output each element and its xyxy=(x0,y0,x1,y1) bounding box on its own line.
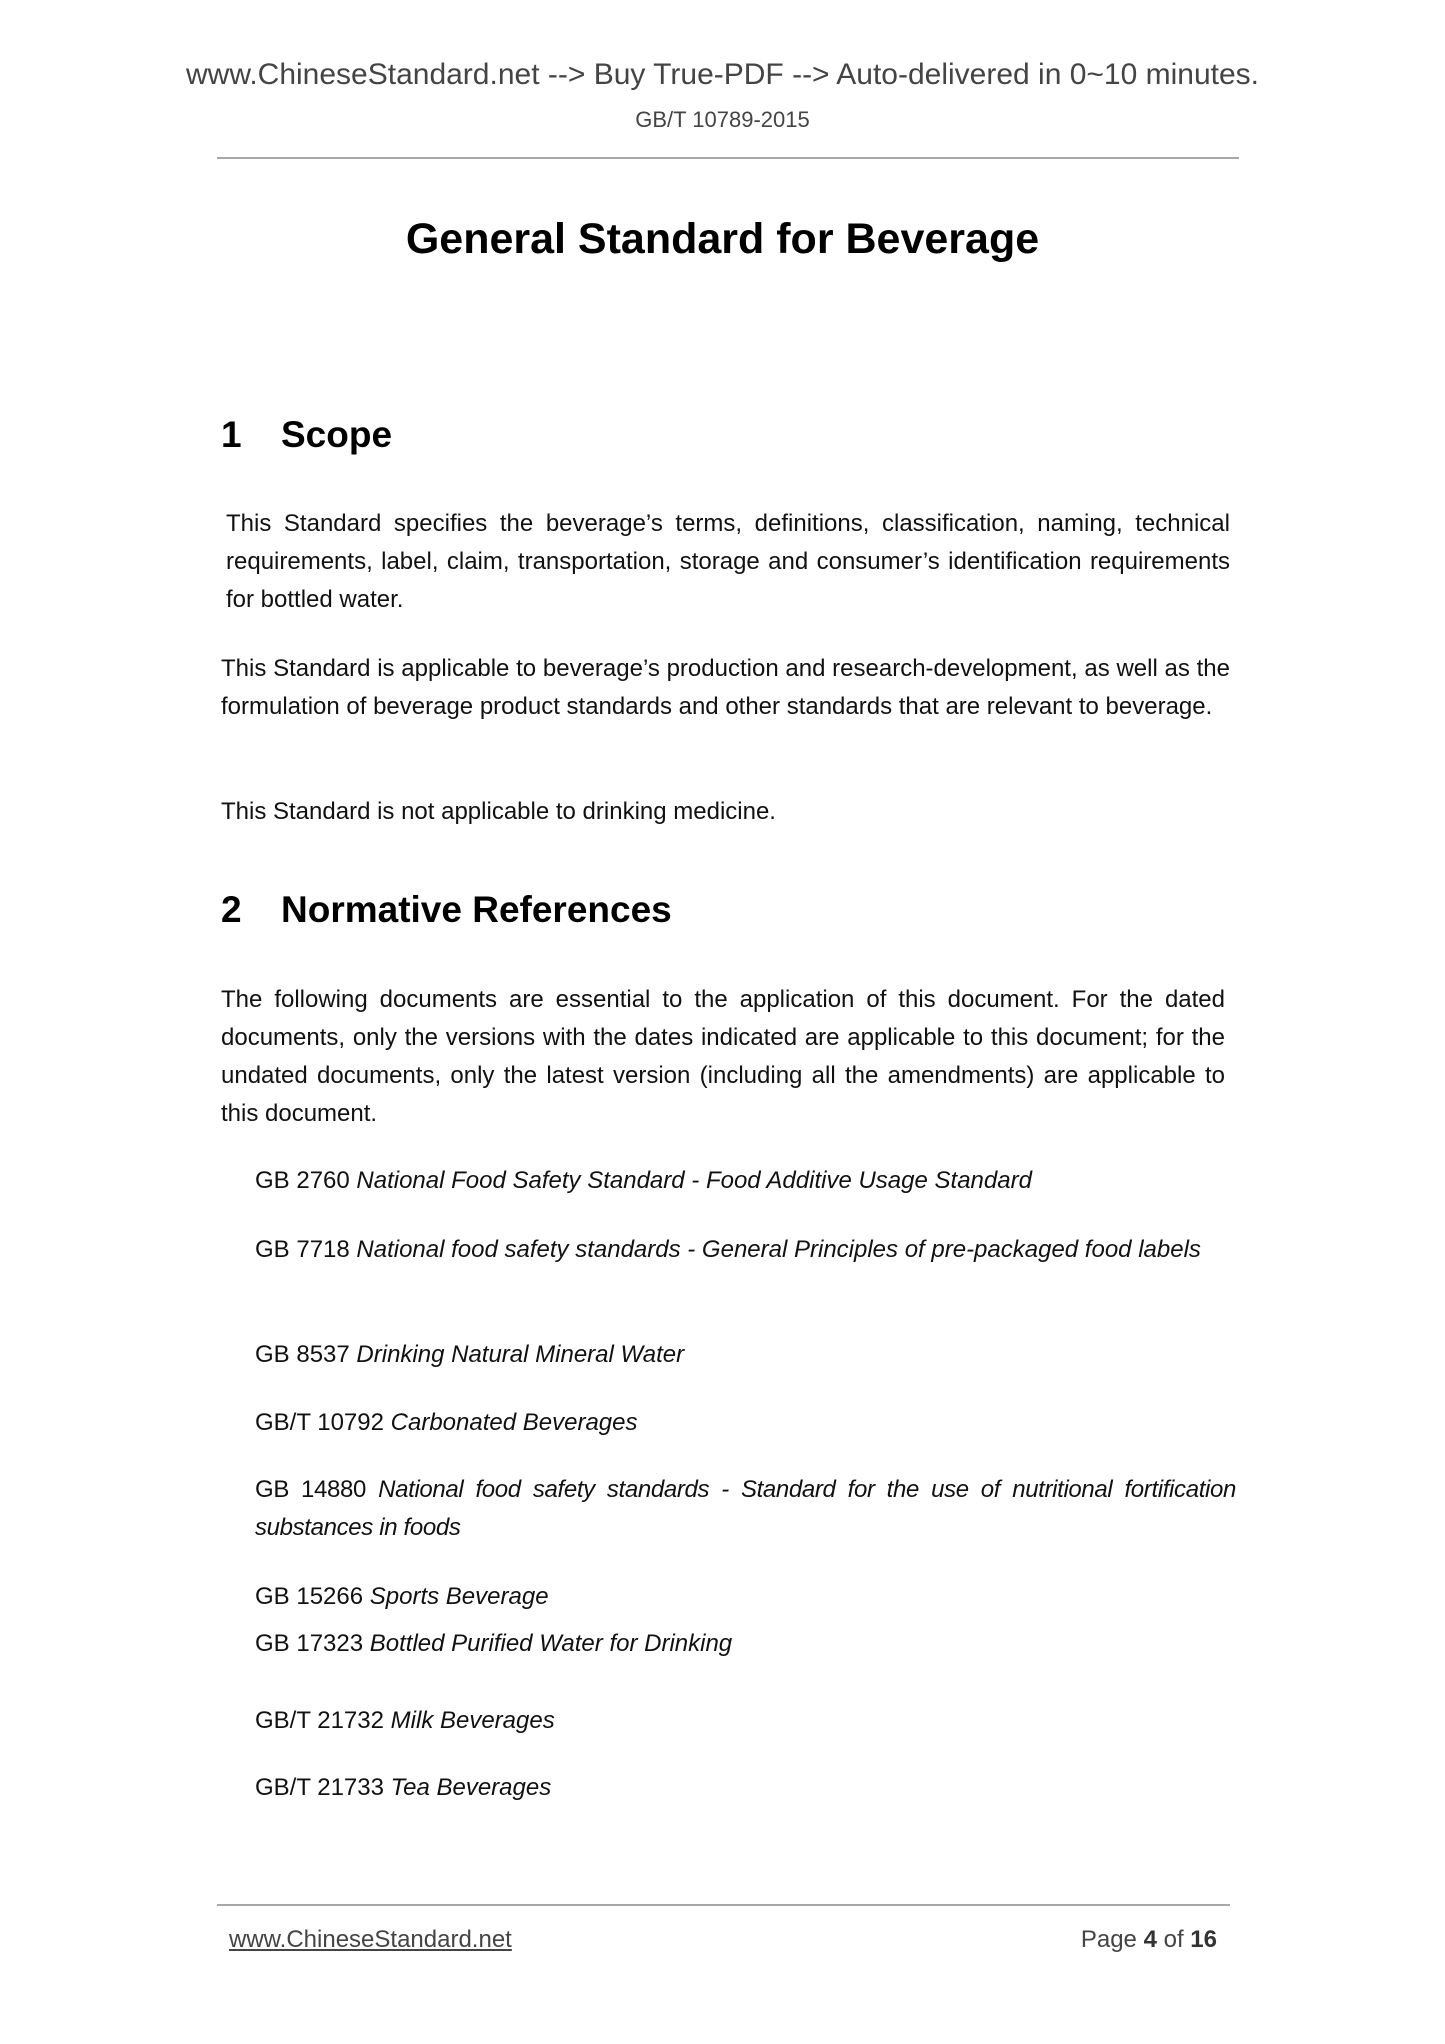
footer-site-link[interactable]: www.ChineseStandard.net xyxy=(229,1926,512,1953)
reference-title: Milk Beverages xyxy=(390,1707,555,1734)
header-divider xyxy=(217,157,1239,159)
reference-title: National food safety standards - Standard for the use of nutritional fortification substances in foods xyxy=(255,1476,1236,1541)
reference-item xyxy=(255,1231,1236,1269)
footer-divider xyxy=(217,1904,1230,1906)
section-title: Normative References xyxy=(281,889,672,930)
scope-paragraph-1: This Standard specifies the beverage’s terms, definitions, classification, naming, technical requirements, label, claim, transportation, storage and consumer’s identification requirements for bottled water. xyxy=(226,510,1230,613)
section-title: Scope xyxy=(281,414,393,455)
section-heading-normative-references xyxy=(221,889,672,931)
reference-title: National food safety standards - General Principles of pre-packaged food labels xyxy=(356,1236,1201,1263)
reference-item xyxy=(255,1336,1236,1374)
reference-item xyxy=(255,1404,1236,1442)
reference-title: Drinking Natural Mineral Water xyxy=(356,1341,685,1368)
scope-paragraph-3: This Standard is not applicable to drinking medicine. xyxy=(221,798,776,825)
references-intro-paragraph: The following documents are essential to the application of this document. For the dated documents, only the versions with the dates indicated are applicable to this document; for the undated documents, only the latest version (including all the amendments) are applicable to this document. xyxy=(221,986,1225,1127)
reference-title: Bottled Purified Water for Drinking xyxy=(369,1630,733,1657)
reference-item xyxy=(255,1702,1236,1740)
reference-item xyxy=(255,1162,1236,1200)
reference-code: GB/T 21732 xyxy=(255,1707,384,1734)
reference-item xyxy=(255,1625,1236,1663)
page-prefix: Page xyxy=(1080,1926,1137,1953)
reference-code: GB/T 10792 xyxy=(255,1409,384,1436)
page-of: of xyxy=(1163,1926,1184,1953)
reference-item xyxy=(255,1578,1236,1616)
page-current: 4 xyxy=(1143,1926,1157,1953)
section-heading-scope xyxy=(221,414,392,456)
reference-code: GB 8537 xyxy=(255,1341,350,1368)
reference-code: GB 7718 xyxy=(255,1236,350,1263)
reference-code: GB 17323 xyxy=(255,1630,364,1657)
reference-code: GB/T 21733 xyxy=(255,1774,384,1801)
document-title: General Standard for Beverage xyxy=(405,215,1040,263)
reference-item xyxy=(255,1769,1236,1807)
reference-title: Tea Beverages xyxy=(390,1774,552,1801)
reference-title: Carbonated Beverages xyxy=(390,1409,638,1436)
header-banner: www.ChineseStandard.net --> Buy True-PDF --> Auto-delivered in 0~10 minutes. xyxy=(185,58,1260,91)
section-number: 2 xyxy=(221,889,242,930)
scope-paragraph-2: This Standard is applicable to beverage’s production and research-development, as well as the formulation of beverage product standards and other standards that are relevant to beverage. xyxy=(221,655,1230,720)
reference-title: National Food Safety Standard - Food Additive Usage Standard xyxy=(356,1167,1032,1194)
header-doc-code: GB/T 10789-2015 xyxy=(635,107,810,132)
reference-title: Sports Beverage xyxy=(369,1583,549,1610)
reference-code: GB 14880 xyxy=(255,1476,367,1503)
section-number: 1 xyxy=(221,414,242,455)
reference-item xyxy=(255,1471,1236,1547)
reference-code: GB 15266 xyxy=(255,1583,364,1610)
reference-code: GB 2760 xyxy=(255,1167,350,1194)
page-indicator xyxy=(1081,1926,1217,1954)
page-total: 16 xyxy=(1190,1926,1217,1953)
